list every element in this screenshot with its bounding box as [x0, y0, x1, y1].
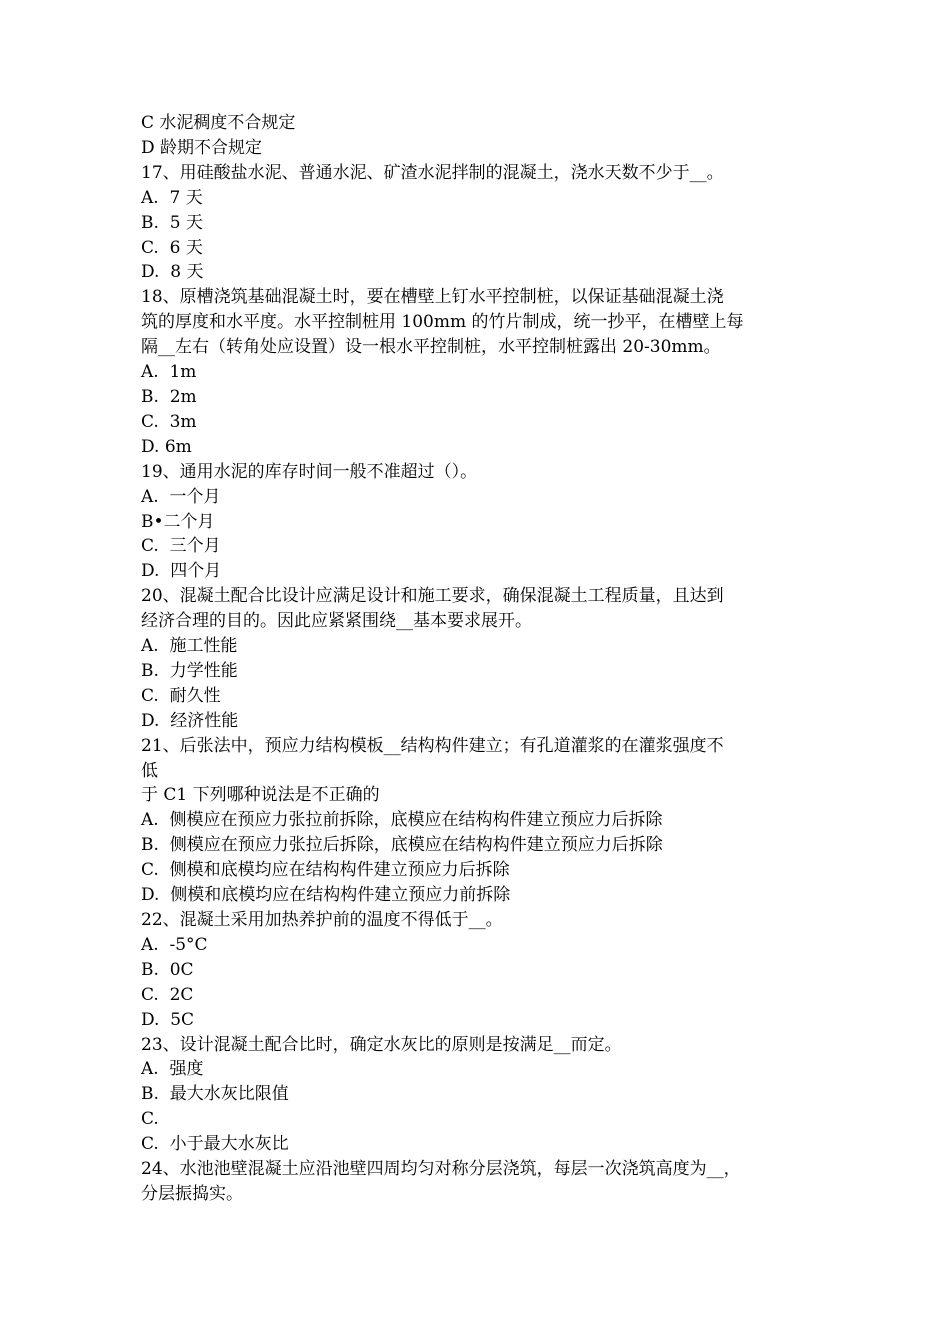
text-line: 隔__左右（转角处应设置）设一根水平控制桩，水平控制桩露出 20-30mm。: [141, 337, 721, 358]
text-line: 19、通用水泥的库存时间一般不准超过（）。: [141, 461, 478, 482]
text-line: C. 2C: [141, 984, 194, 1005]
text-line: C. 三个月: [141, 536, 221, 557]
text-line: 筑的厚度和水平度。水平控制桩用 100mm 的竹片制成，统一抄平，在槽壁上每: [141, 312, 744, 333]
text-line: C. 6 天: [141, 237, 203, 258]
text-line: A. 侧模应在预应力张拉前拆除，底模应在结构构件建立预应力后拆除: [141, 810, 663, 831]
text-line: 17、用硅酸盐水泥、普通水泥、矿渣水泥拌制的混凝土，浇水天数不少于__。: [141, 162, 724, 183]
text-line: B. 力学性能: [141, 660, 238, 681]
text-line: D. 6m: [141, 436, 192, 457]
text-line: B. 5 天: [141, 212, 203, 233]
text-line: 21、后张法中，预应力结构模板__结构构件建立；有孔道灌浆的在灌浆强度不: [141, 735, 724, 756]
text-line: A. 施工性能: [141, 636, 238, 657]
text-line: C. 小于最大水灰比: [141, 1134, 289, 1155]
text-line: C.: [141, 1109, 159, 1130]
text-line: A. 7 天: [141, 187, 203, 208]
text-line: D. 8 天: [141, 262, 204, 283]
text-line: D. 侧模和底模均应在结构构件建立预应力前拆除: [141, 885, 511, 906]
text-line: B. 最大水灰比限值: [141, 1084, 289, 1105]
text-line: C. 侧模和底模均应在结构构件建立预应力后拆除: [141, 860, 510, 881]
text-line: 23、设计混凝土配合比时，确定水灰比的原则是按满足__而定。: [141, 1034, 622, 1055]
text-line: 于 C1 下列哪种说法是不正确的: [141, 785, 380, 806]
text-line: 22、混凝土采用加热养护前的温度不得低于__。: [141, 910, 503, 930]
text-line: 低: [141, 760, 158, 781]
text-line: D. 四个月: [141, 561, 222, 582]
text-line: A. -5°C: [141, 934, 208, 955]
document-body: [141, 111, 821, 1207]
text-line: B. 2m: [141, 386, 197, 407]
text-line: 18、原槽浇筑基础混凝土时，要在槽壁上钉水平控制桩，以保证基础混凝土浇: [141, 287, 724, 308]
text-line: A. 1m: [141, 362, 197, 383]
text-line: D 龄期不合规定: [141, 137, 263, 158]
text-line: 24、水池池壁混凝土应沿池壁四周均匀对称分层浇筑，每层一次浇筑高度为__，: [141, 1159, 741, 1180]
text-line: C 水泥稠度不合规定: [141, 113, 296, 133]
text-line: C. 耐久性: [141, 685, 221, 706]
text-line: B. 侧模应在预应力张拉后拆除，底模应在结构构件建立预应力后拆除: [141, 835, 663, 856]
text-line: 20、混凝土配合比设计应满足设计和施工要求，确保混凝土工程质量，且达到: [141, 586, 724, 607]
text-line: C. 3m: [141, 411, 197, 432]
text-line: B. 0C: [141, 959, 194, 980]
text-line: D. 经济性能: [141, 710, 239, 731]
text-line: 经济合理的目的。因此应紧紧围绕__基本要求展开。: [141, 611, 532, 632]
text-line: D. 5C: [141, 1009, 195, 1030]
text-line: B•二个月: [141, 511, 215, 532]
text-line: A. 一个月: [141, 486, 221, 507]
text-line: 分层振捣实。: [141, 1183, 243, 1204]
text-line: A. 强度: [141, 1059, 204, 1080]
